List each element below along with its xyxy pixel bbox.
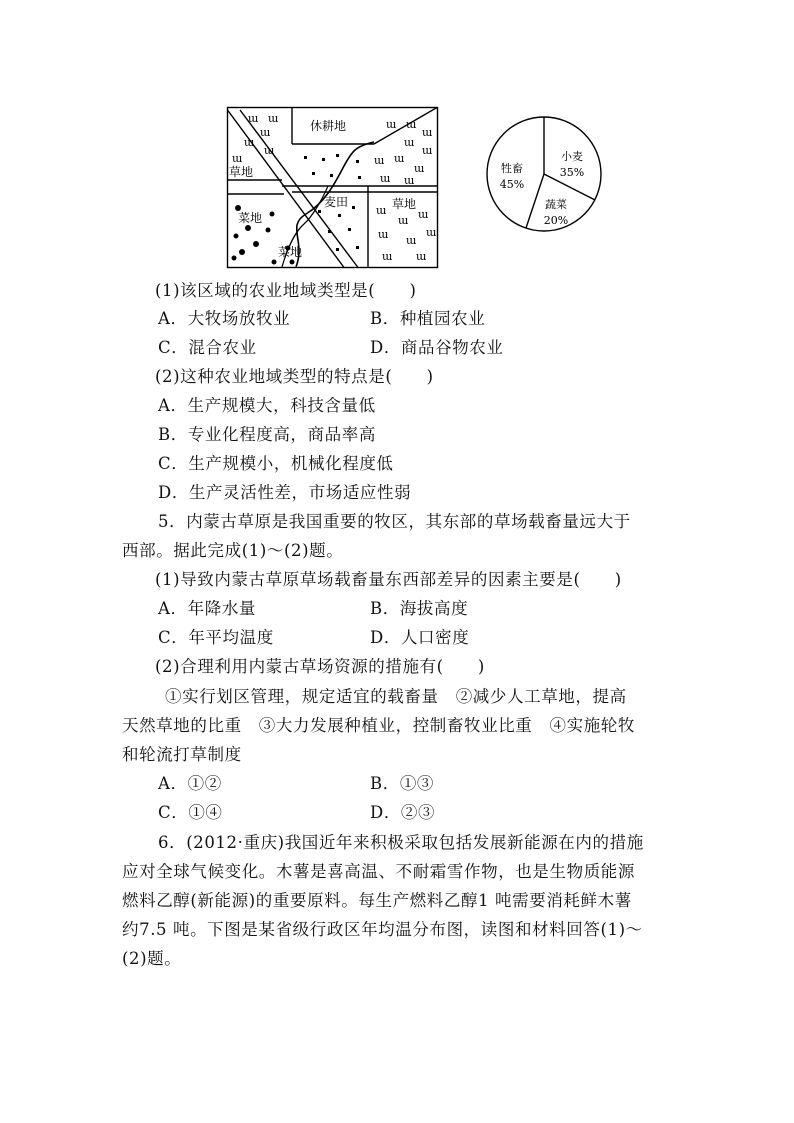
svg-text:ɯ: ɯ [406, 234, 417, 247]
option-c: C．混合农业 [158, 338, 257, 357]
svg-text:ɯ: ɯ [382, 250, 393, 263]
map-label-fallow: 休耕地 [310, 119, 347, 133]
svg-text:ɯ: ɯ [380, 172, 391, 185]
question-intro: 应对全球气候变化。木薯是喜高温、不耐霜雪作物，也是生物质能源 [122, 862, 635, 881]
svg-text:ɯ: ɯ [418, 208, 429, 221]
pie-label-wheat: 小麦 [561, 150, 583, 163]
option-b: B．专业化程度高，商品率高 [158, 425, 376, 444]
map-label-veg-left: 菜地 [238, 211, 263, 225]
svg-text:ɯ: ɯ [248, 112, 259, 125]
svg-text:ɯ: ɯ [376, 204, 387, 217]
svg-text:ɯ: ɯ [394, 152, 405, 165]
option-c: C．年平均温度 [158, 628, 274, 647]
svg-text:ɯ: ɯ [260, 126, 271, 139]
question-stem: (1)该区域的农业地域类型是( ) [155, 281, 417, 300]
question-intro: 6．(2012·重庆)我国近年来积极采取包括发展新能源在内的措施 [158, 833, 644, 852]
option-d: D．生产灵活性差，市场适应性弱 [158, 483, 412, 502]
statement-line: 天然草地的比重 ③大力发展种植业，控制畜牧业比重 ④实施轮牧 [122, 716, 635, 735]
svg-text:ɯ: ɯ [386, 118, 397, 131]
pie-pct-veg: 20% [543, 214, 569, 227]
option-a: A．大牧场放牧业 [158, 309, 291, 328]
pie-label-livestock: 牲畜 [501, 162, 523, 175]
svg-text:ɯ: ɯ [232, 152, 243, 165]
svg-text:ɯ: ɯ [374, 154, 385, 167]
option-c: C．①④ [158, 803, 223, 822]
option-a: A．①② [158, 774, 222, 793]
svg-text:ɯ: ɯ [378, 228, 389, 241]
svg-text:ɯ: ɯ [406, 118, 417, 131]
question-intro: 燃料乙醇(新能源)的重要原料。每生产燃料乙醇1 吨需要消耗鲜木薯 [122, 891, 632, 910]
map-label-wheat: 麦田 [324, 195, 349, 209]
svg-text:ɯ: ɯ [268, 112, 279, 125]
svg-text:ɯ: ɯ [264, 144, 275, 157]
pie-label-veg: 蔬菜 [545, 198, 567, 211]
question-stem: (1)导致内蒙古草原草场载畜量东西部差异的因素主要是( ) [155, 570, 622, 589]
svg-text:ɯ: ɯ [398, 214, 409, 227]
question-stem: (2)合理利用内蒙古草场资源的措施有( ) [155, 657, 485, 676]
option-a: A．生产规模大，科技含量低 [158, 396, 376, 415]
question-intro: 5．内蒙古草原是我国重要的牧区，其东部的草场载畜量远大于 [158, 512, 631, 531]
statement-line: 和轮流打草制度 [122, 745, 242, 764]
farm-map [226, 106, 440, 270]
statement-line: ①实行划区管理，规定适宜的载畜量 ②减少人工草地，提高 [165, 687, 627, 706]
svg-text:ɯ: ɯ [404, 136, 415, 149]
option-d: D．②③ [370, 803, 436, 822]
option-d: D．商品谷物农业 [370, 338, 504, 357]
svg-text:ɯ: ɯ [426, 226, 437, 239]
question-intro: 西部。据此完成(1)～(2)题。 [122, 541, 344, 560]
option-c: C．生产规模小，机械化程度低 [158, 454, 394, 473]
question-intro: 约7.5 吨。下图是某省级行政区年均温分布图，读图和材料回答(1)～ [122, 920, 643, 939]
pie-pct-livestock: 45% [499, 178, 525, 191]
option-b: B．①③ [370, 774, 435, 793]
pie-chart [484, 112, 604, 236]
option-b: B．种植园农业 [370, 309, 486, 328]
pie-pct-wheat: 35% [559, 166, 585, 179]
pie-slice-boundary [526, 174, 544, 228]
map-label-veg-bottom: 菜地 [278, 245, 303, 259]
svg-text:ɯ: ɯ [416, 250, 427, 263]
svg-text:ɯ: ɯ [244, 136, 255, 149]
option-d: D．人口密度 [370, 628, 470, 647]
option-a: A．年降水量 [158, 599, 257, 618]
option-b: B．海拔高度 [370, 599, 469, 618]
question-stem: (2)这种农业地域类型的特点是( ) [155, 367, 434, 386]
svg-text:ɯ: ɯ [422, 144, 433, 157]
map-label-grass-left: 草地 [229, 165, 254, 179]
svg-text:ɯ: ɯ [414, 162, 425, 175]
svg-text:ɯ: ɯ [404, 174, 415, 187]
question-intro: (2)题。 [122, 949, 182, 968]
map-label-grass-right: 草地 [392, 197, 417, 211]
svg-text:ɯ: ɯ [422, 126, 433, 139]
